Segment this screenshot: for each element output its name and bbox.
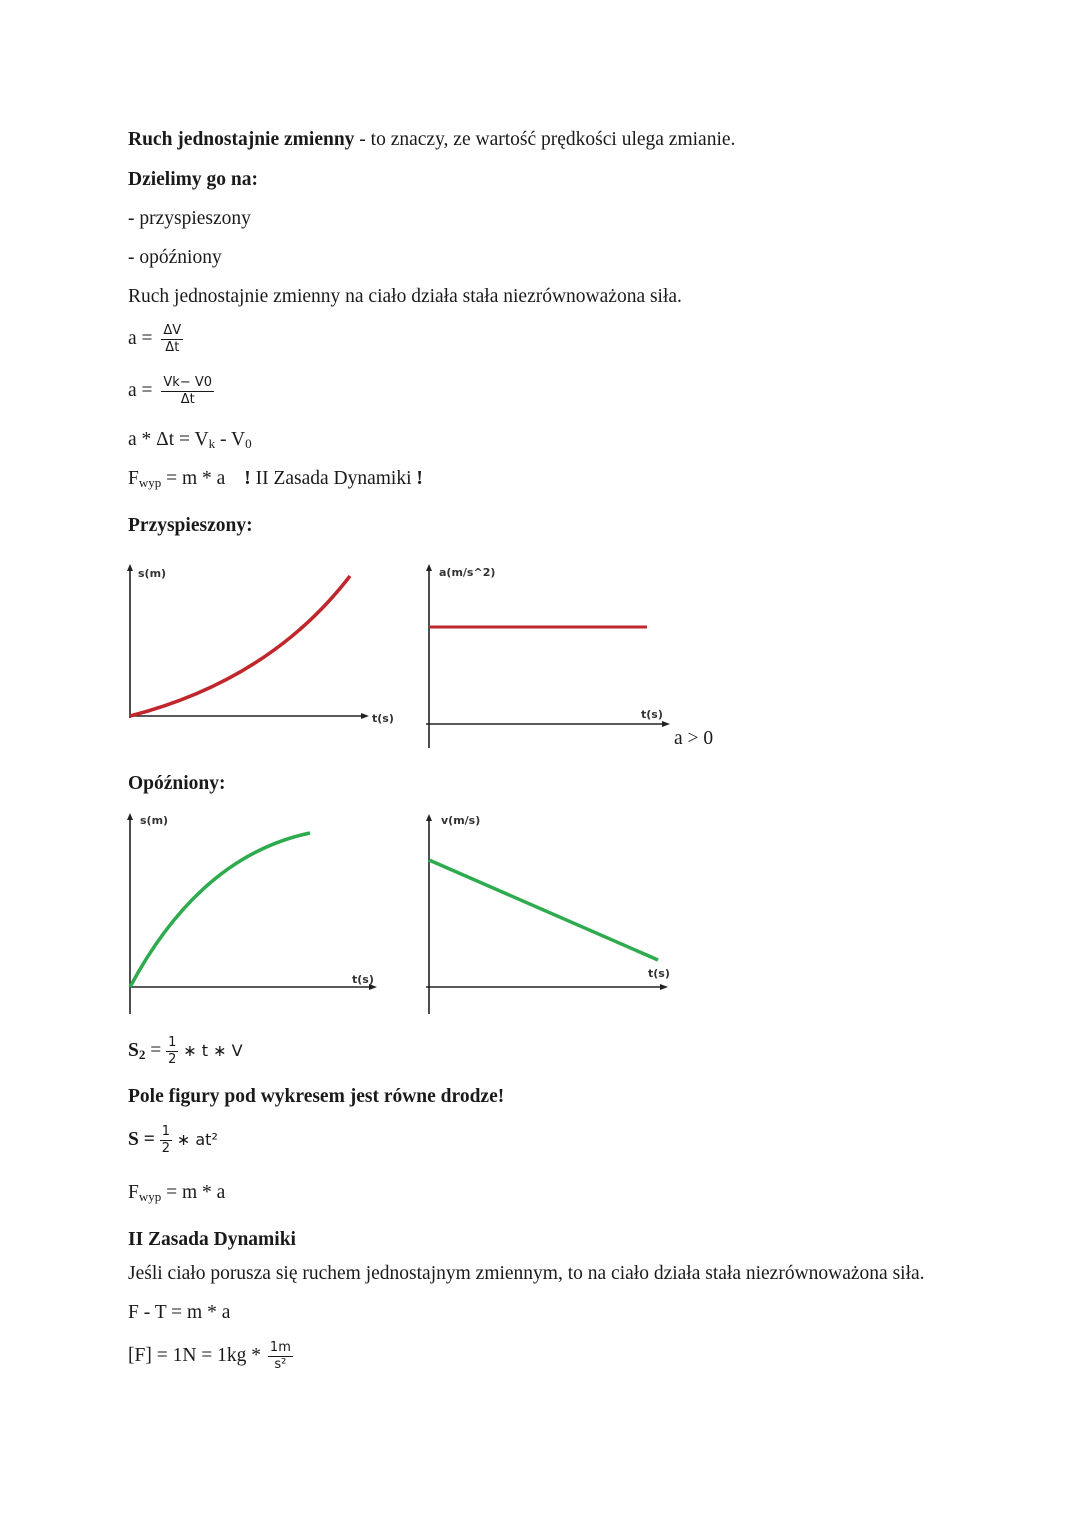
formula2-lhs: a = bbox=[128, 379, 153, 401]
a-positive-note: a > 0 bbox=[674, 728, 714, 749]
s-curve-decelerating bbox=[130, 833, 310, 987]
y-axis-label: s(m) bbox=[140, 814, 169, 827]
formula5-rest: = m * a bbox=[161, 1182, 226, 1203]
formula2-den: Δt bbox=[180, 392, 195, 407]
type-accelerated: - przyspieszony bbox=[128, 208, 251, 229]
accelerated-heading: Przyspieszony: bbox=[128, 515, 253, 536]
y-axis-label: v(m/s) bbox=[441, 814, 481, 827]
formula-a-dt bbox=[128, 428, 252, 453]
type-decelerated: - opóźniony bbox=[128, 247, 222, 268]
formula-s bbox=[128, 1124, 218, 1157]
s2-fraction bbox=[166, 1035, 178, 1068]
s-num: 1 bbox=[161, 1124, 170, 1139]
formula4-rest: = m * a bbox=[161, 468, 226, 489]
unit-den: s² bbox=[274, 1357, 287, 1372]
s2-den: 2 bbox=[168, 1052, 177, 1067]
formula-force bbox=[128, 467, 423, 492]
formula3-mid: - V bbox=[215, 429, 246, 450]
graph-accelerated-s bbox=[120, 560, 410, 735]
divide-heading: Dzielimy go na: bbox=[128, 169, 258, 190]
unit-lhs: [F] = 1N = 1kg * bbox=[128, 1344, 262, 1366]
s-den: 2 bbox=[161, 1141, 170, 1156]
formula-s2 bbox=[128, 1035, 243, 1068]
formula1-lhs: a = bbox=[128, 327, 153, 349]
law-text: Jeśli ciało porusza się ruchem jednostajnym zmiennym, to na ciało działa stała niezrównoważona siła. bbox=[128, 1263, 925, 1284]
x-axis-label: t(s) bbox=[352, 973, 374, 986]
x-axis-arrow bbox=[662, 721, 670, 727]
formula-a-velocities bbox=[128, 375, 214, 408]
formula-a-delta bbox=[128, 323, 183, 356]
decelerated-heading: Opóźniony: bbox=[128, 773, 226, 794]
s2-num: 1 bbox=[168, 1035, 177, 1050]
unit-num: 1m bbox=[269, 1340, 291, 1355]
dynamics-law-note bbox=[244, 468, 423, 489]
y-axis-label: a(m/s^2) bbox=[439, 566, 496, 579]
formula5-sub: wyp bbox=[138, 1189, 162, 1204]
formula1-fraction bbox=[161, 323, 183, 356]
formula-f-t: F - T = m * a bbox=[128, 1302, 231, 1323]
unit-fraction bbox=[268, 1340, 293, 1373]
v-decreasing-line bbox=[429, 860, 658, 960]
note-excl-2: ! bbox=[416, 468, 423, 489]
s2-sub: 2 bbox=[138, 1046, 146, 1062]
y-axis-label: s(m) bbox=[138, 567, 167, 580]
x-axis-label: t(s) bbox=[641, 708, 663, 721]
formula4-sub: wyp bbox=[138, 475, 162, 490]
formula1-den: Δt bbox=[165, 340, 180, 355]
formula1-num: ΔV bbox=[163, 323, 182, 338]
intro-term: Ruch jednostajnie zmienny bbox=[128, 129, 355, 150]
formula-force-2 bbox=[128, 1181, 225, 1206]
note-excl-1: ! bbox=[244, 468, 251, 489]
s2-eq: = bbox=[145, 1039, 162, 1061]
y-axis-arrow bbox=[127, 564, 133, 571]
s-curve-increasing bbox=[130, 576, 350, 716]
area-note: Pole figury pod wykresem jest równe drodze! bbox=[128, 1086, 505, 1107]
y-axis-arrow bbox=[426, 814, 432, 821]
s-rest: ∗ at² bbox=[176, 1129, 218, 1149]
s-lhs: S = bbox=[128, 1128, 155, 1150]
y-axis-arrow bbox=[127, 813, 133, 820]
formula2-num: Vk− V0 bbox=[163, 375, 213, 390]
s2-lhs: S bbox=[128, 1039, 139, 1061]
y-axis-arrow bbox=[426, 564, 432, 571]
force-statement: Ruch jednostajnie zmienny na ciało działa stała niezrównoważona siła. bbox=[128, 286, 682, 307]
intro-line bbox=[128, 128, 735, 152]
x-axis-arrow bbox=[361, 713, 369, 719]
note-text: II Zasada Dynamiki bbox=[250, 468, 417, 489]
x-axis-label: t(s) bbox=[372, 712, 394, 725]
formula5-F: F bbox=[128, 1182, 139, 1203]
formula3-k: k bbox=[208, 436, 216, 451]
x-axis-label: t(s) bbox=[648, 967, 670, 980]
x-axis-arrow bbox=[660, 984, 668, 990]
formula3-zero: 0 bbox=[245, 436, 252, 451]
formula4-F: F bbox=[128, 468, 139, 489]
s-fraction bbox=[160, 1124, 172, 1157]
s2-rest: ∗ t ∗ V bbox=[183, 1040, 243, 1060]
law-heading: II Zasada Dynamiki bbox=[128, 1229, 296, 1250]
unit-formula bbox=[128, 1340, 293, 1373]
formula2-fraction bbox=[161, 375, 214, 408]
graph-decelerated-v bbox=[418, 806, 680, 1016]
intro-rest: - to znaczy, ze wartość prędkości ulega zmianie. bbox=[354, 129, 736, 150]
graph-decelerated-s bbox=[120, 806, 390, 1016]
formula3-a: a * Δt = V bbox=[128, 429, 209, 450]
graph-accelerated-a bbox=[418, 560, 678, 750]
